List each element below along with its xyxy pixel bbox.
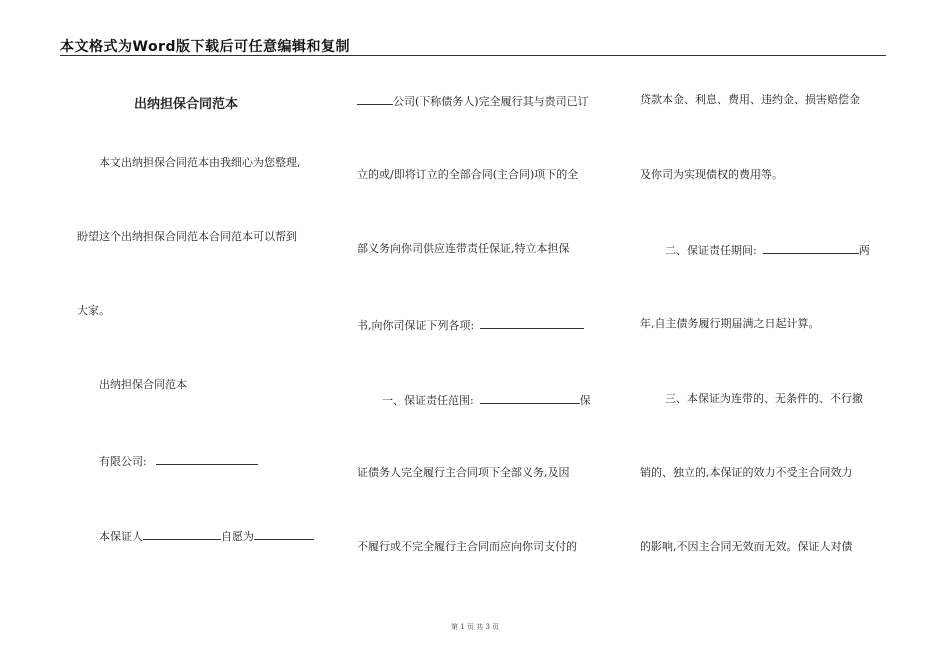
document-title: 出纳担保合同范本 (134, 97, 239, 112)
col3-line-5: 三、本保证为连带的、无条件的、不行撤 (665, 392, 863, 405)
guarantor-line (99, 528, 314, 544)
debtor-blank (254, 528, 314, 540)
scope-label: 一、保证责任范围: (382, 394, 474, 407)
debtor-company-blank (357, 93, 393, 105)
intro-line-2: 盼望这个出纳担保合同范本合同范本可以帮到 (77, 230, 297, 243)
period-label: 二、保证责任期间: (665, 244, 757, 257)
col2-line-4 (357, 317, 584, 333)
col2-line-6: 证债务人完全履行主合同项下全部义务,及因 (357, 466, 570, 479)
company-line (99, 453, 258, 469)
intro-line-3: 大家。 (77, 304, 110, 317)
contract-subtitle: 出纳担保合同范本 (99, 378, 187, 391)
header-divider (60, 55, 886, 56)
guarantor-label: 本保证人 (99, 530, 143, 543)
col3-line-7: 的影响,不因主合同无效而无效。保证人对债 (640, 540, 853, 553)
guarantor-blank (143, 528, 221, 540)
col3-line-1: 贷款本金、利息、费用、违约金、损害赔偿金 (640, 93, 860, 106)
company-blank (156, 453, 258, 465)
intro-line-1: 本文出纳担保合同范本由我细心为您整理, (99, 156, 301, 169)
col3-line-3-tail: 两 (858, 244, 870, 257)
col3-line-2: 及你司为实现债权的费用等。 (640, 168, 783, 181)
col2-line-1 (357, 93, 589, 109)
col2-line-5-tail: 保 (579, 394, 591, 407)
col3-line-4: 年,自主债务履行期届满之日起计算。 (640, 317, 820, 330)
col2-line-3: 部义务向你司供应连带责任保证,特立本担保 (357, 242, 570, 255)
col2-line-7: 不履行或不完全履行主合同而应向你司支付的 (357, 540, 577, 553)
col3-line-3 (665, 242, 870, 258)
col2-line-1-text: 公司(下称债务人)完全履行其与贵司已订 (393, 95, 589, 108)
header-title: 本文格式为Word版下载后可任意编辑和复制 (60, 39, 350, 55)
col3-line-6: 销的、独立的,本保证的效力不受主合同效力 (640, 466, 853, 479)
scope-blank (480, 392, 580, 404)
col2-line-5 (382, 392, 591, 408)
guarantee-items-blank (480, 317, 584, 329)
company-label: 有限公司: (99, 455, 147, 468)
col2-line-2: 立的或/即将订立的全部合同(主合同)项下的全 (357, 168, 579, 181)
guarantor-willing-text: 自愿为 (221, 530, 254, 543)
period-blank (763, 242, 859, 254)
page-number: 第 1 页 共 3 页 (450, 623, 500, 631)
col2-line-4-text: 书,向你司保证下列各项: (357, 319, 475, 332)
